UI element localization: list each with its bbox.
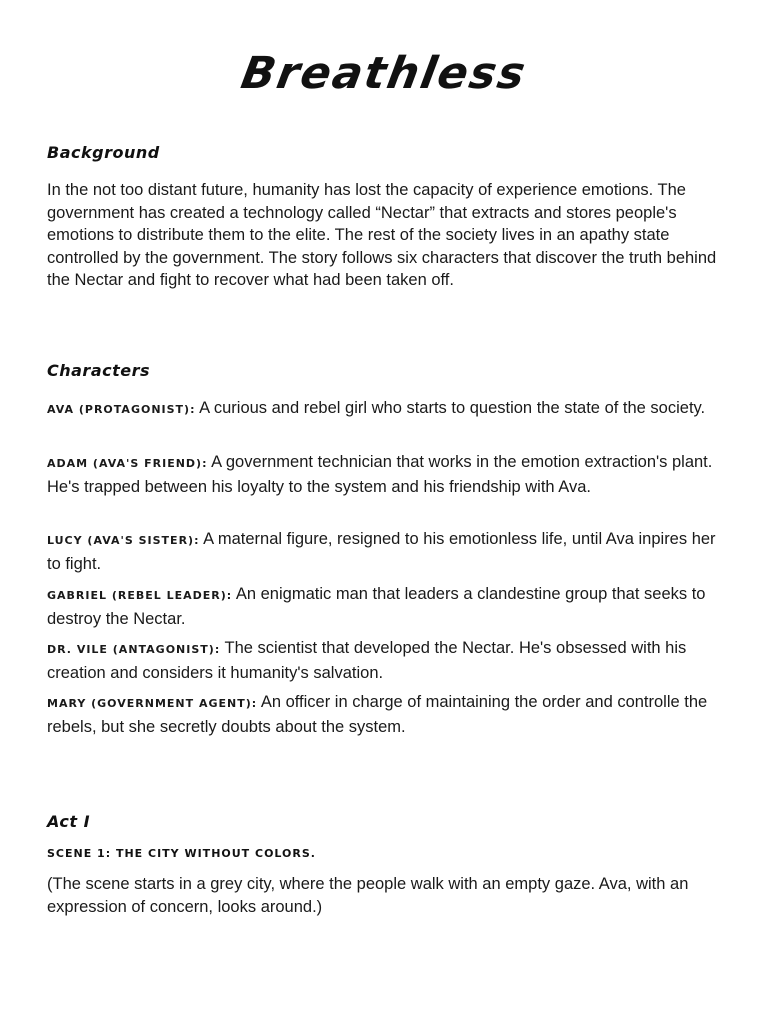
character-entry xyxy=(47,691,727,738)
character-name: AVA (PROTAGONIST): xyxy=(47,403,196,416)
document-title: Breathless xyxy=(237,48,531,99)
character-name: DR. VILE (ANTAGONIST): xyxy=(47,643,221,656)
character-name: GABRIEL (REBEL LEADER): xyxy=(47,589,233,602)
background-heading: Background xyxy=(47,143,160,162)
character-entry xyxy=(47,583,727,630)
character-entry xyxy=(47,528,727,575)
character-name: ADAM (AVA'S FRIEND): xyxy=(47,457,208,470)
character-entry xyxy=(47,451,727,498)
scene-heading: SCENE 1: THE CITY WITHOUT COLORS. xyxy=(47,847,316,860)
act-heading: Act I xyxy=(47,812,91,831)
character-description: A curious and rebel girl who starts to question the state of the society. xyxy=(199,399,706,417)
character-description: An officer in charge of maintaining the order and controlle the rebels, but she secretly doubts about the system. xyxy=(47,693,708,736)
scene-paragraph: (The scene starts in a grey city, where the people walk with an empty gaze. Ava, with an expression of concern, looks around.) xyxy=(47,875,689,916)
character-name: LUCY (AVA'S SISTER): xyxy=(47,534,200,547)
character-entry xyxy=(47,637,727,684)
character-description: The scientist that developed the Nectar. He's obsessed with his creation and considers it humanity's salvation. xyxy=(47,639,687,682)
character-description: A maternal figure, resigned to his emotionless life, until Ava inpires her to fight. xyxy=(47,530,716,573)
character-description: A government technician that works in the emotion extraction's plant. He's trapped between his loyalty to the system and his friendship with Ava. xyxy=(47,453,713,496)
character-entry xyxy=(47,397,727,422)
background-paragraph: In the not too distant future, humanity has lost the capacity of experience emotions. The government has created a technology called “Nectar” that extracts and stores people's emotions to distribute them to the elite. The rest of the society lives in an apathy state controlled by the government. The story follows six characters that discover the truth behind the Nectar and fight to recover what had been taken off. xyxy=(47,181,717,289)
character-name: MARY (GOVERNMENT AGENT): xyxy=(47,697,258,710)
characters-heading: Characters xyxy=(47,361,151,380)
character-description: An enigmatic man that leaders a clandestine group that seeks to destroy the Nectar. xyxy=(47,585,706,628)
